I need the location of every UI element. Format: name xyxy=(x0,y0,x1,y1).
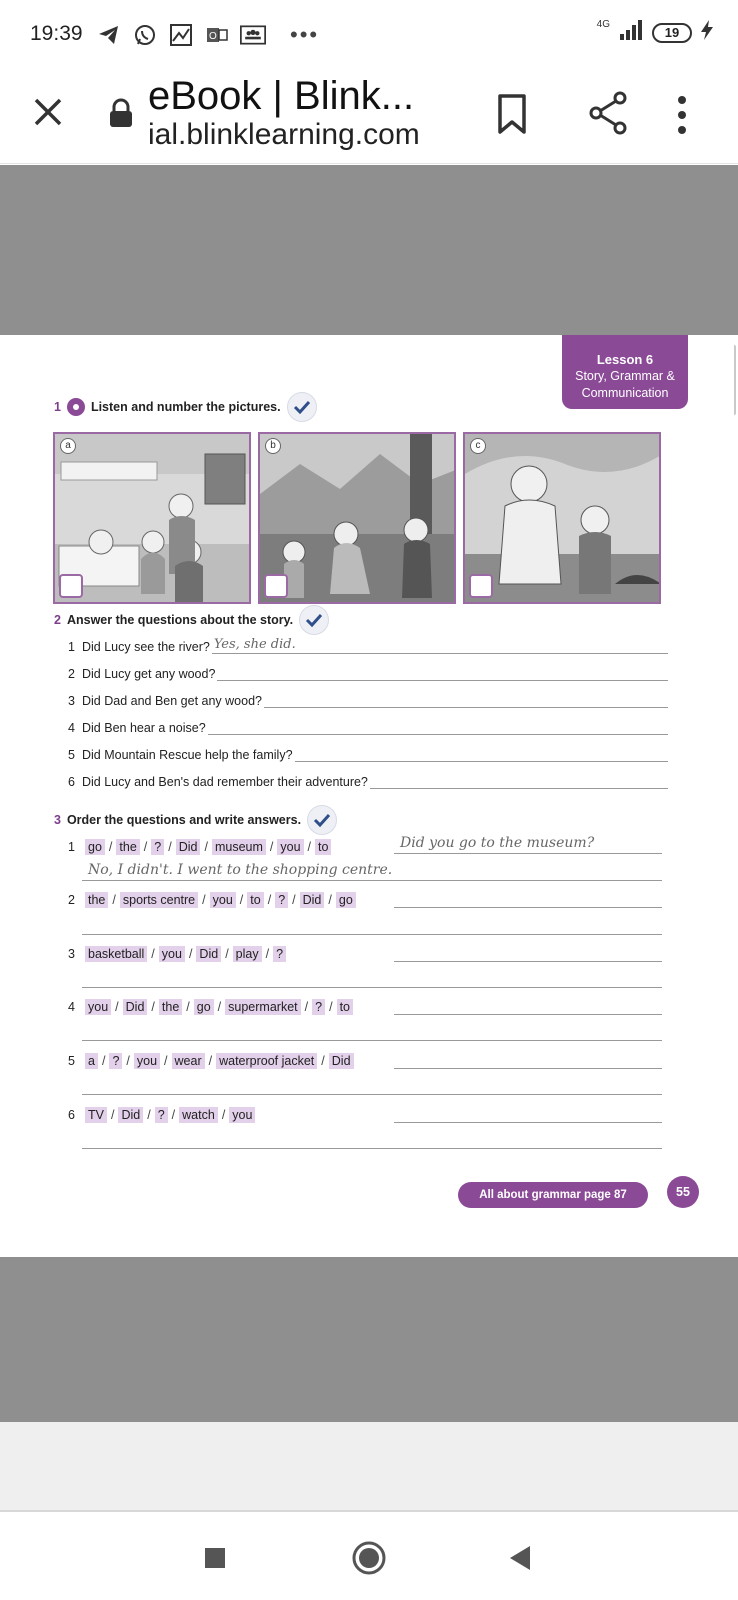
bookmark-icon[interactable] xyxy=(494,92,530,136)
ex2-answer-field[interactable] xyxy=(370,775,668,789)
ex2-question-6: 6 Did Lucy and Ben's dad remember their adventure? xyxy=(68,775,668,789)
word-chip: TV xyxy=(85,1107,107,1123)
ebook-page xyxy=(4,335,734,1257)
notification-icons xyxy=(96,22,319,48)
word-chip: ? xyxy=(273,946,286,962)
close-icon[interactable] xyxy=(28,92,68,132)
audio-cd-icon[interactable] xyxy=(67,398,85,416)
picture-c-number-box[interactable] xyxy=(469,574,493,598)
ex3-answer-line-4[interactable] xyxy=(82,1040,662,1041)
word-chip: supermarket xyxy=(225,999,300,1015)
exercise-2-number: 2 xyxy=(54,613,61,627)
word-chip: Did xyxy=(176,839,201,855)
battery-icon: 19 xyxy=(652,23,692,43)
word-chip: sports centre xyxy=(120,892,198,908)
check-icon[interactable] xyxy=(287,392,317,422)
ex3-question-line-6[interactable] xyxy=(394,1122,662,1123)
more-vert-icon[interactable] xyxy=(674,92,690,138)
telegram-icon xyxy=(96,22,122,48)
word-chip: the xyxy=(116,839,139,855)
word-chip: you xyxy=(159,946,185,962)
word-chip: waterproof jacket xyxy=(216,1053,317,1069)
ex2-question-2: 2 Did Lucy get any wood? xyxy=(68,667,668,681)
ex3-question-line-1[interactable] xyxy=(394,853,662,854)
word-chip: basketball xyxy=(85,946,147,962)
exercise-1-instruction: Listen and number the pictures. xyxy=(90,400,281,414)
word-chip: ? xyxy=(155,1107,168,1123)
picture-label-b: b xyxy=(265,438,281,454)
ex2-answer-field[interactable] xyxy=(208,721,668,735)
share-icon[interactable] xyxy=(586,90,630,136)
ex2-question-1: 1 Did Lucy see the river? Yes, she did. xyxy=(68,640,668,654)
back-icon[interactable] xyxy=(500,1538,540,1578)
ex2-question-text: Did Dad and Ben get any wood? xyxy=(82,694,262,708)
exercise-3-instruction: Order the questions and write answers. xyxy=(66,813,302,827)
ex2-question-text: Did Lucy and Ben's dad remember their adventure? xyxy=(82,775,368,789)
recents-icon[interactable] xyxy=(195,1538,235,1578)
word-chip: museum xyxy=(212,839,266,855)
ex2-answer-field[interactable] xyxy=(295,748,668,762)
ex3-answer-line-6[interactable] xyxy=(82,1148,662,1149)
status-time: 19:39 xyxy=(30,22,83,45)
picture-b-number-box[interactable] xyxy=(264,574,288,598)
word-chip: Did xyxy=(118,1107,143,1123)
picture-a-number-box[interactable] xyxy=(59,574,83,598)
word-chip: Did xyxy=(300,892,325,908)
word-chip: to xyxy=(247,892,263,908)
ex3-item-2: 2 the / sports centre / you / to / ? / Did / go xyxy=(68,892,357,908)
viewer-background-top xyxy=(0,165,738,335)
word-chip: ? xyxy=(275,892,288,908)
outlook-icon xyxy=(204,22,230,48)
word-chip: you xyxy=(210,892,236,908)
check-icon[interactable] xyxy=(299,605,329,635)
picture-c xyxy=(463,432,661,604)
word-chip: go xyxy=(336,892,356,908)
word-chip: to xyxy=(315,839,331,855)
ex2-question-4: 4 Did Ben hear a noise? xyxy=(68,721,668,735)
ex2-handwritten-answer: Yes, she did. xyxy=(213,637,296,652)
ex2-question-5: 5 Did Mountain Rescue help the family? xyxy=(68,748,668,762)
check-icon[interactable] xyxy=(307,805,337,835)
word-chip: watch xyxy=(179,1107,218,1123)
viewer-background-bottom xyxy=(0,1257,738,1422)
ex2-question-text: Did Lucy see the river? xyxy=(82,640,210,654)
word-chip: go xyxy=(194,999,214,1015)
exercise-3-number: 3 xyxy=(54,813,61,827)
ex2-question-text: Did Lucy get any wood? xyxy=(82,667,216,681)
image-icon xyxy=(168,22,194,48)
ex2-question-3: 3 Did Dad and Ben get any wood? xyxy=(68,694,668,708)
word-chip: Did xyxy=(329,1053,354,1069)
exercise-2-title xyxy=(54,605,329,635)
ex2-question-text: Did Ben hear a noise? xyxy=(82,721,206,735)
ex3-item-3: 3 basketball / you / Did / play / ? xyxy=(68,946,287,962)
ex3-item-4: 4 you / Did / the / go / supermarket / ? / to xyxy=(68,999,354,1015)
word-chip: the xyxy=(85,892,108,908)
charging-icon xyxy=(700,20,714,45)
exercise-1-number: 1 xyxy=(54,400,61,414)
word-chip: a xyxy=(85,1053,98,1069)
classroom-icon xyxy=(240,22,266,48)
exercise-1-title xyxy=(54,392,317,422)
ex3-answer-line-1[interactable] xyxy=(82,880,662,881)
picture-label-c: c xyxy=(470,438,486,454)
ex3-question-line-2[interactable] xyxy=(394,907,662,908)
system-nav-bar xyxy=(0,1514,738,1600)
word-chip: Did xyxy=(123,999,148,1015)
word-chip: you xyxy=(229,1107,255,1123)
page-title: eBook | Blink... xyxy=(148,74,415,118)
ex3-handwritten-question-1: Did you go to the museum? xyxy=(400,835,595,851)
ex2-answer-field[interactable] xyxy=(212,637,668,654)
ex3-answer-line-3[interactable] xyxy=(82,987,662,988)
ex2-question-text: Did Mountain Rescue help the family? xyxy=(82,748,293,762)
word-chip: play xyxy=(233,946,262,962)
lesson-badge xyxy=(562,335,688,409)
lesson-subtitle-line1: Story, Grammar & xyxy=(575,369,675,383)
more-notifications: ••• xyxy=(290,22,320,47)
word-chip: you xyxy=(134,1053,160,1069)
word-chip: ? xyxy=(151,839,164,855)
picture-label-a: a xyxy=(60,438,76,454)
status-bar xyxy=(0,0,738,72)
picture-a xyxy=(53,432,251,604)
ex3-item-1: 1 go / the / ? / Did / museum / you / to xyxy=(68,839,332,855)
whatsapp-icon xyxy=(132,22,158,48)
ex3-question-line-5[interactable] xyxy=(394,1068,662,1069)
grammar-reference-link[interactable]: All about grammar page 87 xyxy=(458,1182,648,1208)
page-number: 55 xyxy=(667,1176,699,1208)
ex3-item-6: 6 TV / Did / ? / watch / you xyxy=(68,1107,256,1123)
exercise-3-title xyxy=(54,805,337,835)
word-chip: to xyxy=(337,999,353,1015)
picture-b xyxy=(258,432,456,604)
lesson-title: Lesson 6 xyxy=(596,352,654,367)
system-indicators xyxy=(597,20,714,45)
ex3-item-5: 5 a / ? / you / wear / waterproof jacket / Did xyxy=(68,1053,355,1069)
word-chip: wear xyxy=(172,1053,205,1069)
lesson-subtitle-line2: Communication xyxy=(581,386,669,400)
ex3-answer-line-2[interactable] xyxy=(82,934,662,935)
ex2-answer-field[interactable] xyxy=(217,667,668,681)
url-text[interactable]: ial.blinklearning.com xyxy=(148,118,420,151)
signal-icon xyxy=(618,20,644,45)
ex3-question-line-3[interactable] xyxy=(394,961,662,962)
home-icon[interactable] xyxy=(349,1538,389,1578)
word-chip: you xyxy=(277,839,303,855)
viewer-bottom-strip xyxy=(0,1422,738,1512)
exercise-2-instruction: Answer the questions about the story. xyxy=(66,613,294,627)
ex2-answer-field[interactable] xyxy=(264,694,668,708)
browser-toolbar xyxy=(0,72,738,164)
ex3-handwritten-answer-1: No, I didn't. I went to the shopping centre. xyxy=(88,862,393,878)
word-chip: ? xyxy=(109,1053,122,1069)
svg-text:O: O xyxy=(209,31,217,42)
word-chip: Did xyxy=(196,946,221,962)
word-chip: the xyxy=(159,999,182,1015)
word-chip: you xyxy=(85,999,111,1015)
ex3-answer-line-5[interactable] xyxy=(82,1094,662,1095)
word-chip: go xyxy=(85,839,105,855)
word-chip: ? xyxy=(312,999,325,1015)
ex3-question-line-4[interactable] xyxy=(394,1014,662,1015)
lock-icon[interactable] xyxy=(108,98,134,128)
network-type: 4G xyxy=(596,19,610,30)
